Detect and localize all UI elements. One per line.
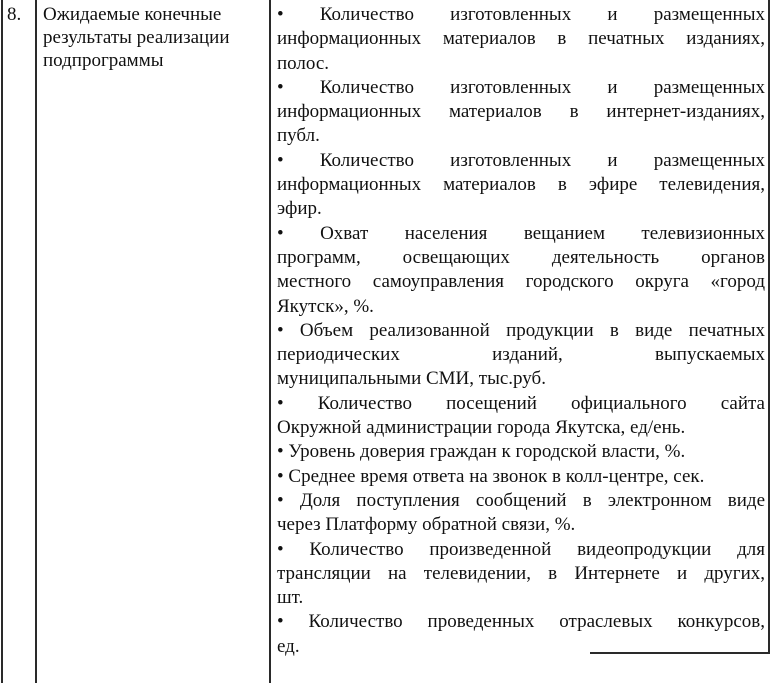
list-item-line: • Количество изготовленных и размещенных — [277, 76, 765, 98]
list-item — [277, 610, 765, 659]
list-item — [277, 538, 765, 611]
list-item — [277, 392, 765, 441]
results-list — [277, 3, 765, 659]
column-divider-title — [269, 0, 271, 683]
row-title — [43, 3, 268, 72]
list-item — [277, 149, 765, 222]
list-item-line: местного самоуправления городского округа «город — [277, 271, 765, 293]
list-item-line: • Количество изготовленных и размещенных — [277, 4, 765, 25]
list-item-line: эфир. — [277, 198, 322, 220]
list-item — [277, 222, 765, 319]
list-item-line: • Уровень доверия граждан к городской власти, %. — [277, 441, 686, 463]
row-title-line: результаты реализации — [43, 27, 230, 48]
list-item-line: Окружной администрации города Якутска, ед/ень. — [277, 417, 686, 439]
list-item — [277, 465, 765, 489]
list-item — [277, 440, 765, 464]
list-item-line: муниципальными СМИ, тыс.руб. — [277, 368, 546, 390]
list-item-line: Якутск», %. — [277, 295, 374, 317]
list-item-line: информационных материалов в печатных изданиях, — [277, 28, 765, 50]
list-item-line: программ, освещающих деятельность органов — [277, 246, 765, 268]
list-item — [277, 3, 765, 76]
list-item-line: • Количество посещений официального сайта — [277, 392, 765, 414]
list-item-line: • Охват населения вещанием телевизионных — [277, 222, 765, 244]
list-item-line: через Платформу обратной связи, %. — [277, 514, 576, 536]
row-number: 8. — [7, 4, 22, 25]
row-title-line: подпрограммы — [43, 50, 164, 71]
list-item-line: информационных материалов в интернет-изданиях, — [277, 101, 765, 123]
row-title-line: Ожидаемые конечные — [43, 4, 222, 25]
table-left-border — [1, 0, 3, 683]
list-item-line: • Количество проведенных отраслевых конкурсов, — [277, 611, 765, 633]
list-item-line: периодических изданий, выпускаемых — [277, 344, 765, 366]
list-item-line: • Количество произведенной видеопродукции для — [277, 538, 765, 560]
list-item-line: ед. — [277, 635, 300, 657]
list-item-line: полос. — [277, 52, 330, 74]
list-item-line: • Доля поступления сообщений в электронном виде — [277, 489, 765, 511]
list-item — [277, 319, 765, 392]
list-item-line: информационных материалов в эфире телевидения, — [277, 174, 765, 196]
list-item-line: • Среднее время ответа на звонок в колл-центре, сек. — [277, 465, 705, 487]
list-item — [277, 489, 765, 538]
list-item — [277, 76, 765, 149]
list-item-line: публ. — [277, 125, 320, 147]
list-item-line: • Количество изготовленных и размещенных — [277, 149, 765, 171]
column-divider-number — [35, 0, 37, 683]
list-item-line: трансляции на телевидении, в Интернете и других, — [277, 562, 765, 584]
table-right-border — [768, 0, 770, 654]
list-item-line: шт. — [277, 587, 304, 609]
list-item-line: • Объем реализованной продукции в виде печатных — [277, 319, 765, 341]
